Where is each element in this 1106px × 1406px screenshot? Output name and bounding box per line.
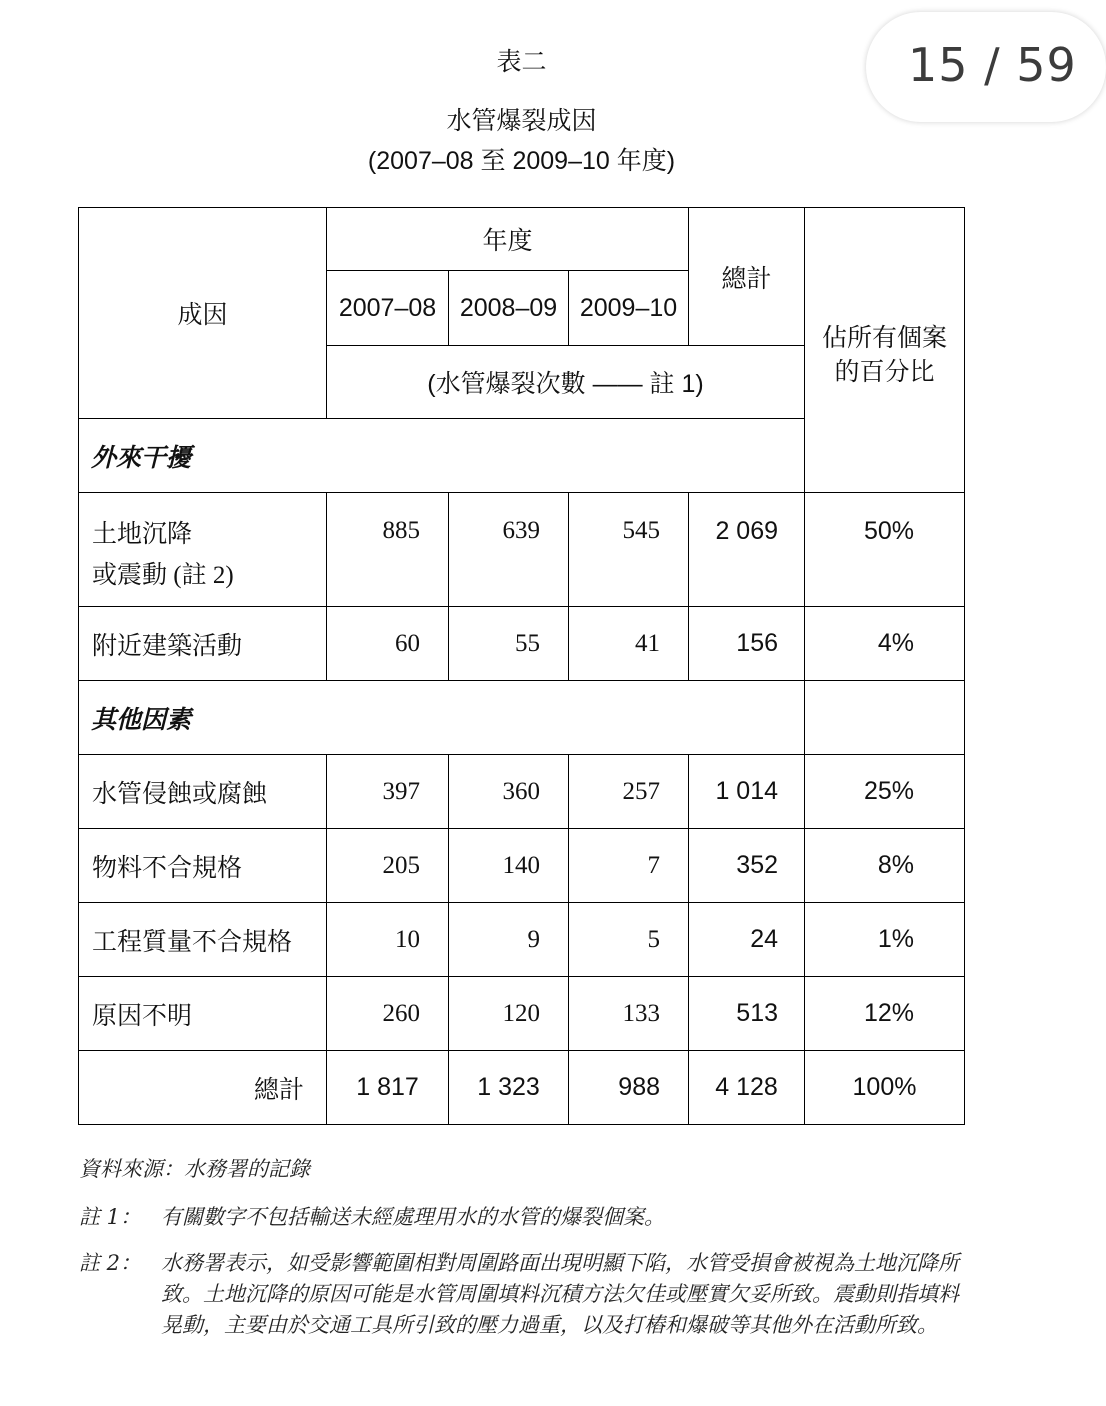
row-value-2008: 140 <box>449 829 569 903</box>
row-value-2007: 10 <box>327 903 449 977</box>
row-cause: 水管侵蝕或腐蝕 <box>79 755 327 829</box>
header-percent <box>805 208 965 493</box>
row-cause <box>79 493 327 607</box>
row-value-2009: 5 <box>569 903 689 977</box>
page-indicator-text: 15 / 59 <box>908 38 1077 92</box>
table-label: 表二 <box>496 48 547 76</box>
row-total: 513 <box>689 977 805 1051</box>
row-percent: 12% <box>805 977 965 1051</box>
row-value-2009: 41 <box>569 607 689 681</box>
row-cause: 物料不合規格 <box>79 829 327 903</box>
row-value-2007: 60 <box>327 607 449 681</box>
header-year-3: 2009–10 <box>569 271 689 346</box>
table-row <box>79 607 965 681</box>
row-percent: 25% <box>805 755 965 829</box>
row-percent: 1% <box>805 903 965 977</box>
header-year-group: 年度 <box>327 208 689 271</box>
row-value-2009: 133 <box>569 977 689 1051</box>
row-value-2008: 120 <box>449 977 569 1051</box>
row-cause: 原因不明 <box>79 977 327 1051</box>
row-value-2008: 9 <box>449 903 569 977</box>
note-2 <box>79 1248 969 1378</box>
grand-total-total: 4 128 <box>689 1051 805 1125</box>
row-value-2007: 885 <box>327 493 449 607</box>
header-year-1: 2007–08 <box>327 271 449 346</box>
table-row <box>79 977 965 1051</box>
table-row <box>79 903 965 977</box>
row-cause: 工程質量不合規格 <box>79 903 327 977</box>
category-external: 外來干擾 <box>79 419 805 493</box>
category-other: 其他因素 <box>79 681 805 755</box>
grand-total-2007: 1 817 <box>327 1051 449 1125</box>
note-2-label: 註 2： <box>79 1251 142 1275</box>
note-1-label: 註 1： <box>79 1205 142 1229</box>
table-row <box>79 829 965 903</box>
category-other-blank <box>805 681 965 755</box>
row-value-2007: 205 <box>327 829 449 903</box>
source-note: 資料來源：水務署的記錄 <box>79 1157 310 1181</box>
row-value-2009: 7 <box>569 829 689 903</box>
table-row <box>79 755 965 829</box>
row-value-2008: 55 <box>449 607 569 681</box>
unit-note: (水管爆裂次數 —— 註 1) <box>327 346 805 419</box>
row-total: 24 <box>689 903 805 977</box>
header-percent-text: 佔所有個案的百分比 <box>822 324 948 386</box>
grand-total-label: 總計 <box>79 1051 327 1125</box>
grand-total-row <box>79 1051 965 1125</box>
burst-cause-table <box>78 207 965 1125</box>
note-1 <box>79 1202 969 1236</box>
row-percent: 8% <box>805 829 965 903</box>
row-percent: 50% <box>805 493 965 607</box>
header-year-2: 2008–09 <box>449 271 569 346</box>
row-value-2009: 545 <box>569 493 689 607</box>
table-row <box>79 493 965 607</box>
grand-total-2008: 1 323 <box>449 1051 569 1125</box>
row-value-2008: 639 <box>449 493 569 607</box>
grand-total-percent: 100% <box>805 1051 965 1125</box>
header-cause: 成因 <box>79 208 327 419</box>
row-value-2008: 360 <box>449 755 569 829</box>
grand-total-2009: 988 <box>569 1051 689 1125</box>
row-total: 2 069 <box>689 493 805 607</box>
note-2-text: 水務署表示，如受影響範圍相對周圍路面出現明顯下陷，水管受損會被視為土地沉降所致。土地沉降的原因可能是水管周圍填料沉積方法欠佳或壓實欠妥所致。震動則指填料晃動，主要由於交通工具所引致的壓力過重，以及打樁和爆破等其他外在活動所致。 <box>161 1251 959 1337</box>
table-period: (2007–08 至 2009–10 年度) <box>367 147 676 175</box>
row-total: 352 <box>689 829 805 903</box>
row-total: 1 014 <box>689 755 805 829</box>
header-total: 總計 <box>689 208 805 346</box>
row-value-2007: 397 <box>327 755 449 829</box>
row-value-2007: 260 <box>327 977 449 1051</box>
row-cause-line2: 或震動 (註 2) <box>92 562 234 589</box>
row-value-2009: 257 <box>569 755 689 829</box>
note-1-text: 有關數字不包括輸送未經處理用水的水管的爆裂個案。 <box>161 1205 665 1229</box>
table-title: 水管爆裂成因 <box>446 107 597 135</box>
row-cause-line1: 土地沉降 <box>92 520 193 548</box>
row-total: 156 <box>689 607 805 681</box>
row-cause: 附近建築活動 <box>79 607 327 681</box>
row-percent: 4% <box>805 607 965 681</box>
